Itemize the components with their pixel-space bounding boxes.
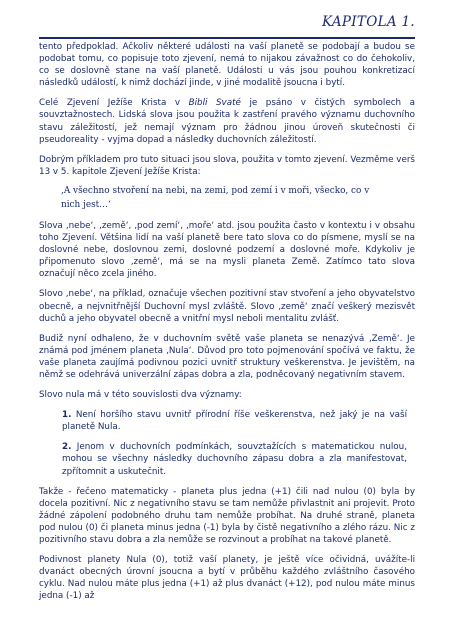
- page-body: [39, 41, 415, 610]
- list-item-1-number: 1.: [62, 410, 72, 421]
- chapter-heading: KAPITOLA 1.: [322, 14, 415, 30]
- paragraph-2-rest: je psáno v čistých symbolech a souvztažnostech. Lidská slova jsou použita k zastření pravého významu duchovního stavu záležitostí, jež nemají význam pro žádnou jinou úroveň skutečnosti či pseudoreality - vyjma dopad a následky duchovních záležitostí.: [39, 98, 415, 145]
- list-item-1: [39, 409, 415, 433]
- paragraph-6: Budiž nyní odhaleno, že v duchovním světě vaše planeta se nenazývá ‚Země‘. Je známá pod jménem planeta ‚Nula‘. Důvod pro toto pojmenování spočívá ve faktu, že vaše planeta zaujímá podivnou pozici uvnitř struktury veškerenstva. Je jevištěm, na němž se odehrává univerzální zápas dobra a zla, podněcovaný negativním stavem.: [39, 333, 415, 380]
- paragraph-2: [39, 97, 415, 145]
- verse-quote: ‚A všechno stvoření na nebi, na zemi, pod zemí i v moři, všecko, co v nich jest…‘: [61, 185, 370, 210]
- paragraph-3: Dobrým příkladem pro tuto situaci jsou slova, použita v tomto zjevení. Vezměme verš 13 v 5. kapitole Zjevení Ježíše Krista:: [39, 154, 415, 177]
- paragraph-7: Slovo nula má v této souvislosti dva významy:: [39, 390, 242, 401]
- paragraph-8: Takže - řečeno matematicky - planeta plus jedna (+1) čili nad nulou (0) byla by docela pozitivní. Nic z negativního stavu se tam nemůže přivlastnit ani projevit. Proto žádné zápolení podobného druhu tam nemůže probíhat. Na druhé straně, planeta pod nulou (0) či planeta minus jedna (-1) byla by čistě negativního a zlého rázu. Nic z pozitivního stavu dobra a zla nemůže se rozvinout a probíhat na takové planetě.: [39, 486, 415, 545]
- list-item-2-number: 2.: [62, 442, 72, 453]
- bible-title: Bibli Svaté: [188, 98, 241, 109]
- list-item-2-text: Jenom v duchovních podmínkách, souvztažících s matematickou nulou, mohou se všechny následky duchovního zápasu dobra a zla manifestovat, zpřítomnit a uskutečnit.: [62, 442, 407, 477]
- list-item-1-text: Není horšího stavu uvnitř přírodní říše veškerenstva, než jaký je na vaší planetě Nula.: [62, 410, 407, 433]
- paragraph-4: Slova ‚nebe‘, ‚země‘, ‚pod zemí‘, ‚moře‘ atd. jsou použita často v kontextu i v obsahu toho Zjevení. Většina lidí na vaší planetě bere tato slova co do písmene, myslí se na doslovné nebe, doslovnou zemi, doslovné podzemí a doslovné moře. Kdykoliv je připomenuto slovo ‚země‘, má se na mysli planeta Země. Zatímco tato slova označují něco zcela jiného.: [39, 220, 415, 280]
- paragraph-5: Slovo ‚nebe‘, na příklad, označuje všechen pozitivní stav stvoření a jeho obyvatelstvo obecně, a nejvnitřnější Duchovní mysl zvláště. Slovo ‚země‘ značí veškerý mezisvět duchů a jeho obyvatel obecně a vnitřní mysl neboli mentalitu zvlášť.: [39, 289, 415, 324]
- paragraph-9: Podivnost planety Nula (0), totiž vaší planety, je ještě více očividná, uvážíte-li dvanáct obecných úrovní jsoucna a bytí v průběhu každého zvláštního časového cyklu. Nad nulou máte plus jedna (+1) až plus dvanáct (+12), pod nulou máte minus jedna (-1) až: [39, 555, 415, 602]
- header-rule: [39, 37, 415, 39]
- paragraph-2-start: Celé Zjevení Ježíše Krista v: [39, 98, 189, 109]
- paragraph-1: tento předpoklad. Ačkoliv některé události na vaší planetě se podobají a budou se podobat tomu, co popisuje toto zjevení, nemá to nijakou závažnost co do čehokoliv, co se doslovně stane na vaší planetě. Události u vás jsou pouhou konkretizací následků událostí, k nimž dochází jinde, v jiné modalitě jsoucna i bytí.: [39, 42, 415, 89]
- list-item-2: [39, 441, 415, 477]
